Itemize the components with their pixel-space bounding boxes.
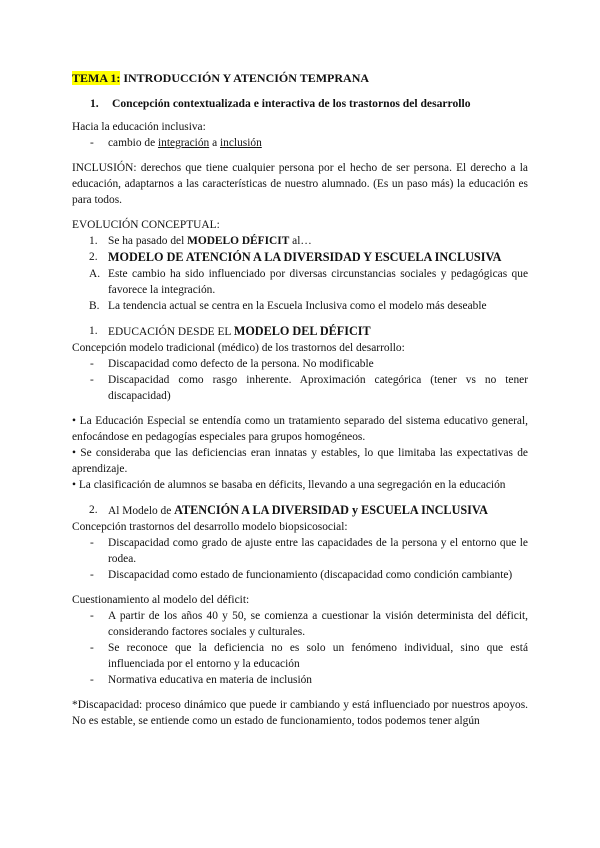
deficit-bullet: • La Educación Especial se entendía como un tratamiento separado del sistema educativo general, enfocándose en pedagogías especiales para grupos homogéneos. [72,415,528,443]
list-item [72,135,528,151]
deficit-bullet: • La clasificación de alumnos se basaba en déficits, llevando a una segregación en la educación [72,479,506,491]
inclusion-definition: INCLUSIÓN: derechos que tiene cualquier persona por el hecho de ser persona. El derecho a la educación, adaptarnos a las características de nuestro alumnado. (Es un paso más) la educación es para todos. [72,162,528,206]
section-1-number: 1. [90,97,99,110]
deficit-intro: Concepción modelo tradicional (médico) de los trastornos del desarrollo: [72,342,405,354]
item-text: Discapacidad como defecto de la persona. No modificable [108,358,374,370]
inclusive-list [72,135,528,151]
item-text: La tendencia actual se centra en la Escuela Inclusiva como el modelo más deseable [108,300,487,312]
questioning-heading: Cuestionamiento al modelo del déficit: [72,594,250,606]
item-text: Se ha pasado del [108,235,188,247]
dash-marker: - [90,374,94,386]
deficit-list [72,356,528,404]
item-text: a [209,137,220,149]
heading-bold: MODELO DEL DÉFICIT [233,324,371,338]
heading-text: EDUCACIÓN DESDE EL [108,326,234,338]
title-text: INTRODUCCIÓN Y ATENCIÓN TEMPRANA [120,71,370,85]
list-item [72,266,528,298]
dash-marker: - [90,358,94,370]
diversity-list [72,535,528,583]
list-item [72,249,528,266]
item-text: Normativa educativa en materia de inclusión [108,674,313,686]
list-marker: 2. [89,251,98,263]
item-text: Discapacidad como estado de funcionamiento (discapacidad como condición cambiante) [108,569,513,581]
item-text: Se reconoce que la deficiencia no es solo un fenómeno individual, sino que está influenciada por el entorno y la educación [108,642,528,670]
footnote: *Discapacidad: proceso dinámico que puede ir cambiando y está influenciado por nuestros apoyos. No es estable, se entiende como un estado de funcionamiento, todos podemos tener algún [72,699,528,727]
section-1-heading [90,96,528,112]
underlined-word: integración [157,137,210,149]
deficit-bullet: • Se consideraba que las deficiencias eran innatas y estables, lo que limitaba las expectativas de aprendizaje. [72,447,528,475]
item-bold: MODELO DE ATENCIÓN A LA DIVERSIDAD Y ESCUELA INCLUSIVA [108,250,502,264]
underlined-word: inclusión [220,137,262,149]
heading-bold: ATENCIÓN A LA DIVERSIDAD y ESCUELA INCLUSIVA [174,503,488,517]
item-text: Este cambio ha sido influenciado por diversas circunstancias sociales y pedagógicas que favorece la integración. [108,268,528,296]
list-item [72,356,528,372]
list-marker: B. [89,300,100,312]
list-item [72,567,528,583]
item-text: Discapacidad como grado de ajuste entre las capacidades de la persona y el entorno que le rodea. [108,537,528,565]
list-marker: 1. [89,325,98,337]
list-item [72,233,528,249]
dash-marker: - [90,610,94,622]
item-text: al… [289,235,312,247]
dash-marker: - [90,137,94,149]
item-text: A partir de los años 40 y 50, se comienza a cuestionar la visión determinista del déficit, considerando factores sociales y culturales. [108,610,528,638]
title-label: TEMA 1: [72,71,121,85]
diversity-heading [72,502,528,519]
list-item [72,640,528,672]
deficit-heading [72,323,528,340]
list-marker: 2. [89,504,98,516]
list-item [72,608,528,640]
diversity-intro: Concepción trastornos del desarrollo modelo biopsicosocial: [72,521,348,533]
dash-marker: - [90,674,94,686]
dash-marker: - [90,642,94,654]
list-item [72,535,528,567]
item-text: cambio de [108,137,158,149]
item-bold: MODELO DÉFICIT [187,235,290,247]
list-marker: 1. [89,235,98,247]
heading-text: Al Modelo de [108,505,175,517]
evolution-heading: EVOLUCIÓN CONCEPTUAL: [72,219,220,231]
list-item [72,372,528,404]
inclusive-heading: Hacia la educación inclusiva: [72,121,206,133]
evolution-list [72,233,528,314]
section-1-text: Concepción contextualizada e interactiva de los trastornos del desarrollo [112,97,471,110]
list-item [72,298,528,314]
list-marker: A. [89,268,101,280]
item-text: Discapacidad como rasgo inherente. Aproximación categórica (tener vs no tener discapacidad) [108,374,528,402]
questioning-list [72,608,528,688]
list-item [72,672,528,688]
dash-marker: - [90,537,94,549]
dash-marker: - [90,569,94,581]
page-title [72,70,528,86]
